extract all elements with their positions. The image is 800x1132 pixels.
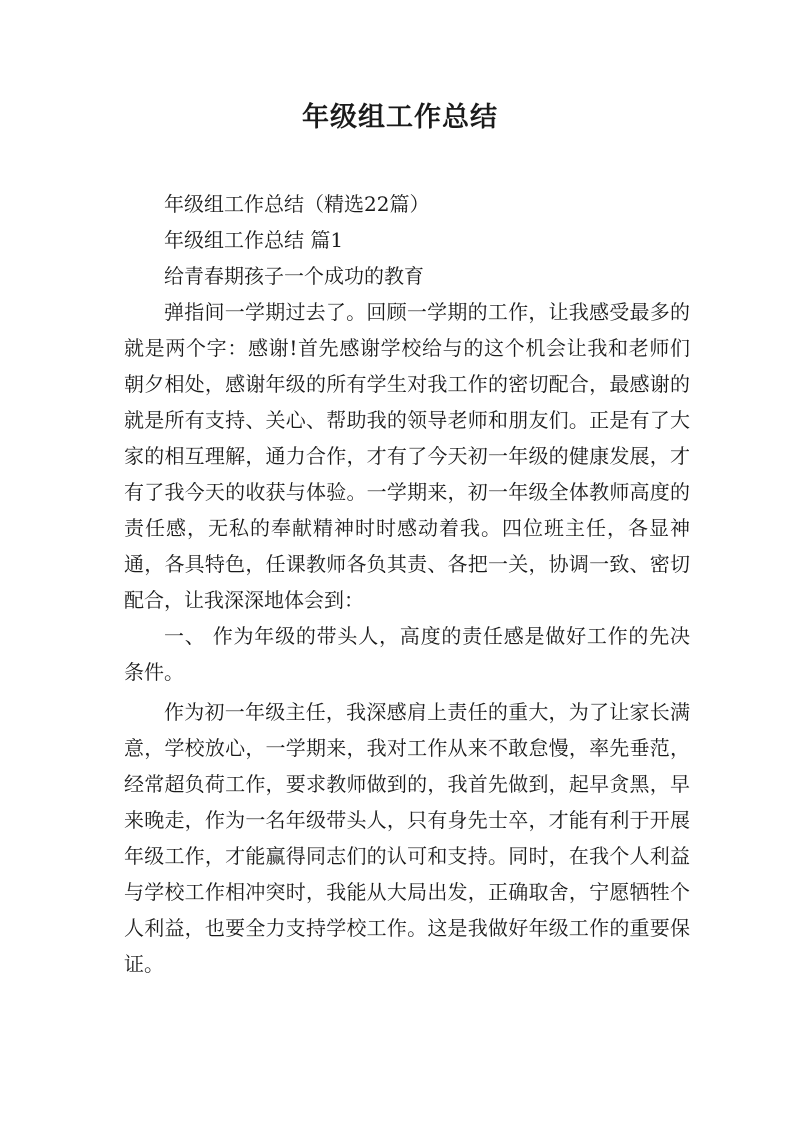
document-title: 年级组工作总结 bbox=[302, 102, 498, 133]
subtitle-paragraph: 年级组工作总结（精选22篇） bbox=[164, 192, 430, 216]
point-heading: 一、 作为年级的带头人，高度的责任感是做好工作的先决条件。 bbox=[124, 624, 690, 684]
body-paragraph: 作为初一年级主任，我深感肩上责任的重大，为了让家长满意，学校放心，一学期来，我对工作从来不敢怠慢，率先垂范，经常超负荷工作，要求教师做到的，我首先做到，起早贪黑，早来晚走，作为一名年级带头人，只有身先士卒，才能有利于开展年级工作，才能赢得同志们的认可和支持。同时，在我个人利益与学校工作相冲突时，我能从大局出发，正确取舍，宁愿牺牲个人利益，也要全力支持学校工作。这是我做好年级工作的重要保证。 bbox=[124, 700, 690, 976]
article-heading: 给青春期孩子一个成功的教育 bbox=[164, 264, 424, 288]
section-heading: 年级组工作总结 篇1 bbox=[164, 228, 344, 252]
document-body bbox=[124, 186, 690, 982]
body-paragraph: 弹指间一学期过去了。回顾一学期的工作，让我感受最多的就是两个字：感谢!首先感谢学校给与的这个机会让我和老师们朝夕相处，感谢年级的所有学生对我工作的密切配合，最感谢的就是所有支持、关心、帮助我的领导老师和朋友们。正是有了大家的相互理解，通力合作，才有了今天初一年级的健康发展，才有了我今天的收获与体验。一学期来，初一年级全体教师高度的责任感，无私的奉献精神时时感动着我。四位班主任，各显神通，各具特色，任课教师各负其责、各把一关，协调一致、密切配合，让我深深地体会到： bbox=[124, 300, 690, 612]
